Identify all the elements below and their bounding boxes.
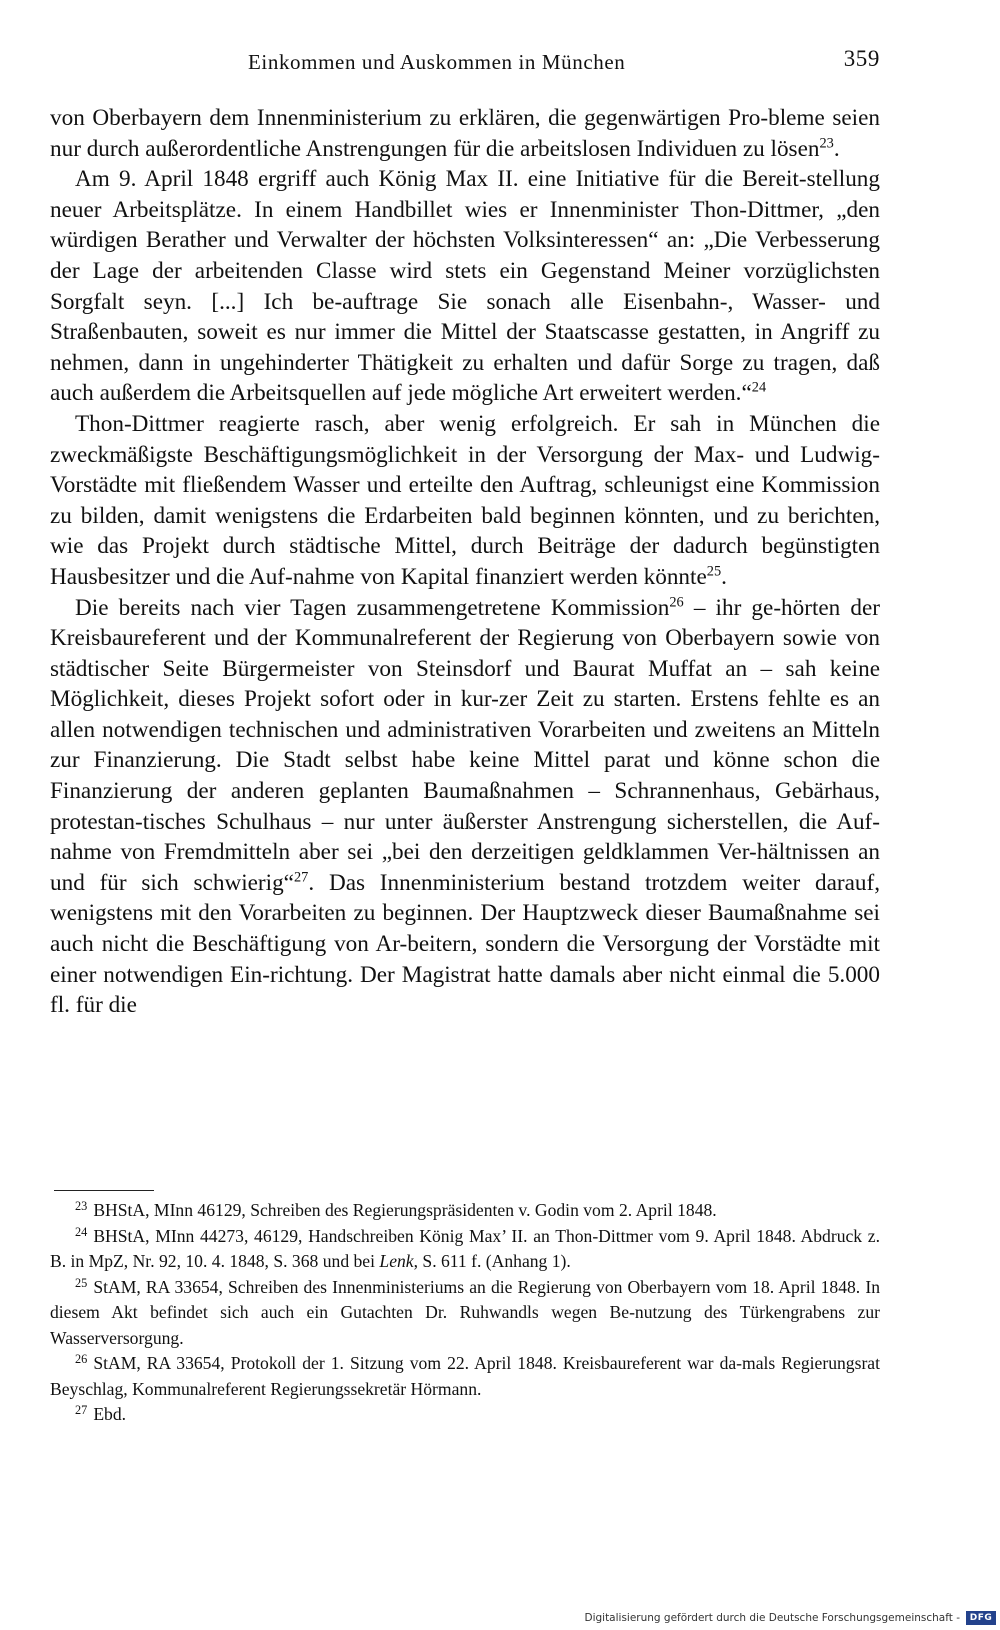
footnote-author: Lenk <box>379 1251 414 1271</box>
digitization-credit <box>576 1606 1000 1630</box>
footnote-number: 25 <box>75 1275 88 1290</box>
footnote-text: StAM, RA 33654, Schreiben des Innenministeriums an die Regierung von Oberbayern vom 18. April 1848. In diesem Akt befindet sich auch ein Gutachten Dr. Ruhwandls wegen Be-nutzung des Türkengrabens zur Wasserversorgung. <box>50 1276 880 1348</box>
paragraph-text: . Das Innenministerium bestand trotzdem weiter darauf, wenigstens mit den Vorarbeiten zu beginnen. Der Hauptzweck dieser Baumaßnahme sei auch nicht die Beschäftigung von Ar-beitern, sondern die Versorgung der Vorstädte mit einer notwendigen Ein-richtung. Der Magistrat hatte damals aber nicht einmal die 5.000 fl. für die <box>50 869 880 1019</box>
footnote-text: BHStA, MInn 44273, 46129, Handschreiben König Max’ II. an Thon-Dittmer vom 9. April 1848. Abdruck z. B. in MpZ, Nr. 92, 10. 4. 1848, S. 368 und bei <box>50 1225 880 1271</box>
footnotes <box>50 1198 880 1428</box>
paragraph-text: Die bereits nach vier Tagen zusammengetretene Kommission <box>75 594 670 621</box>
footnote-divider <box>54 1190 154 1191</box>
paragraph-text: – ihr ge-hörten der Kreisbaureferent und der Kommunalreferent der Regierung von Oberbayern sowie von städtischer Seite Bürgermeister von Steinsdorf und Baurat Muffat an – sah keine Möglichkeit, dieses Projekt sofort oder in kur-zer Zeit zu starten. Erstens fehlte es an allen notwendigen technischen und administrativen Vorarbeiten und zweitens an Mitteln zur Finanzierung. Die Stadt selbst habe keine Mittel parat und könne schon die Finanzierung der anderen geplanten Baumaßnahmen – Schrannenhaus, Gebärhaus, protestan-tisches Schulhaus – nur unter äußerster Anstrengung sicherstellen, die Auf-nahme von Fremdmitteln aber sei „bei den derzeitigen geldklammen Ver-hältnissen an und für sich schwierig“ <box>50 594 880 896</box>
footnote-ref-27: 27 <box>293 869 309 886</box>
footnote-text: , S. 611 f. (Anhang 1). <box>413 1251 571 1271</box>
footnote-text: Ebd. <box>93 1404 127 1424</box>
paragraph-text: Thon-Dittmer reagierte rasch, aber wenig erfolgreich. Er sah in München die zweckmäßigste Beschäftigungsmöglichkeit in der Versorgung der Max- und Ludwig-Vorstädte mit fließendem Wasser und erteilte den Auftrag, schleunigst eine Kommission zu bilden, damit wenigstens die Erdarbeiten bald beginnen könnten, und zu berichten, wie das Projekt durch städtische Mittel, durch Beiträge der dadurch begünstigten Hausbesitzer und die Auf-nahme von Kapital finanziert werden könnte <box>50 410 880 590</box>
running-title: Einkommen und Auskommen in München <box>248 50 626 74</box>
paragraph-text: . <box>833 135 840 162</box>
footnote-24 <box>50 1224 880 1275</box>
footnote-23 <box>50 1198 880 1224</box>
footnote-number: 23 <box>75 1199 88 1214</box>
footnote-text: BHStA, MInn 46129, Schreiben des Regierungspräsidenten v. Godin vom 2. April 1848. <box>93 1200 717 1220</box>
page-number: 359 <box>843 46 880 71</box>
footnote-ref-26: 26 <box>669 593 684 610</box>
dfg-logo: DFG <box>966 1611 996 1625</box>
paragraph-4 <box>50 593 880 1021</box>
footnote-number: 27 <box>75 1403 88 1418</box>
footnote-25 <box>50 1275 880 1352</box>
paragraph-text: Am 9. April 1848 ergriff auch König Max II. eine Initiative für die Bereit-stellung neuer Arbeitsplätze. In einem Handbillet wies er Innenminister Thon-Dittmer, „den würdigen Berather und Verwalter der höchsten Volksinteressen“ an: „Die Verbesserung der Lage der arbeitenden Classe wird stets ein Gegenstand Meiner vorzüglichsten Sorgfalt seyn. [...] Ich be-auftrage Sie sonach alle Eisenbahn-, Wasser- und Straßenbauten, soweit es nur immer die Mittel der Staatscasse gestatten, in Angriff zu nehmen, dann in ungehinderter Thätigkeit zu erhalten und dafür Sorge zu tragen, daß auch außerdem die Arbeitsquellen auf jede mögliche Art erweitert werden.“ <box>50 166 880 407</box>
body-text <box>50 103 880 1021</box>
running-header <box>50 44 880 84</box>
paragraph-1 <box>50 103 880 164</box>
footnote-27 <box>50 1402 880 1428</box>
paragraph-3 <box>50 409 880 593</box>
paragraph-text: . <box>721 563 727 590</box>
footnote-number: 26 <box>75 1352 88 1367</box>
footnote-26 <box>50 1351 880 1402</box>
footnote-ref-25: 25 <box>706 563 722 580</box>
credit-text: Digitalisierung gefördert durch die Deutsche Forschungsgemeinschaft - <box>584 1612 960 1624</box>
paragraph-2 <box>50 164 880 409</box>
footnote-ref-23: 23 <box>819 134 834 151</box>
paragraph-text: von Oberbayern dem Innenministerium zu erklären, die gegenwärtigen Pro-bleme seien nur durch außerordentliche Anstrengungen für die arbeitslosen Individuen zu lösen <box>50 105 880 162</box>
footnote-text: StAM, RA 33654, Protokoll der 1. Sitzung vom 22. April 1848. Kreisbaureferent war da-mals Regierungsrat Beyschlag, Kommunalreferent Regierungssekretär Hörmann. <box>50 1353 880 1399</box>
footnote-number: 24 <box>75 1224 88 1239</box>
footnote-ref-24: 24 <box>751 379 767 396</box>
